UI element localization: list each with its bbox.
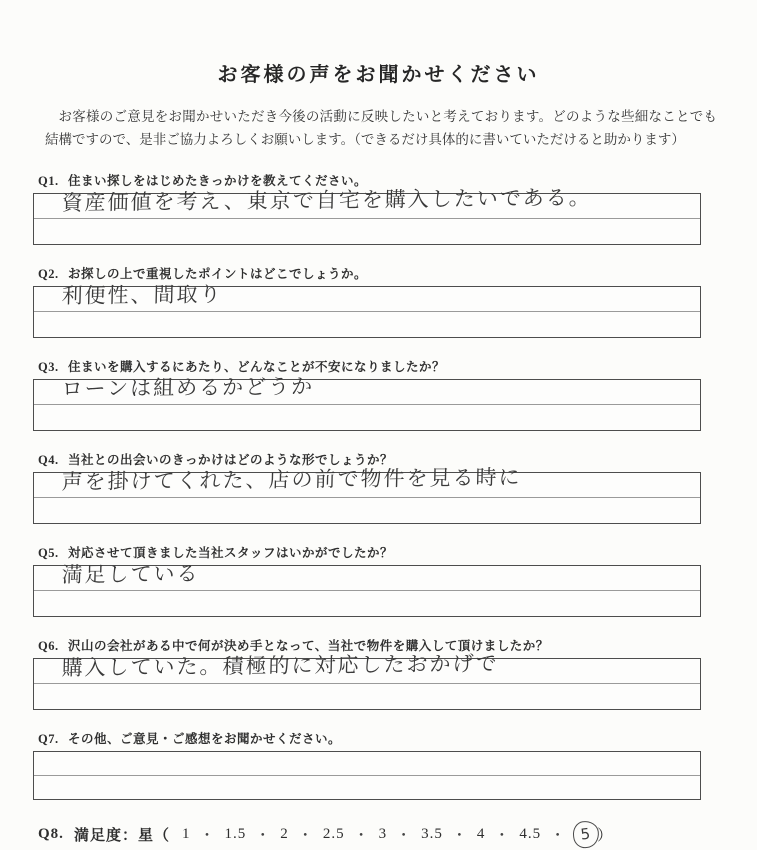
answer-line-1 <box>34 374 700 405</box>
answer-box <box>33 751 701 800</box>
question-number: Q5. <box>38 546 59 561</box>
handwritten-answer: 購入していた。積極的に対応したおかげで <box>61 651 499 681</box>
question-text: 住まい探しをはじめたきっかけを教えてください。 <box>68 174 368 189</box>
answer-box <box>33 651 701 710</box>
question-text: 当社との出会いのきっかけはどのような形でしょうか？ <box>68 453 394 468</box>
satisfaction-suffix: ） <box>597 828 614 845</box>
intro-paragraph: お客様のご意見をお聞かせいただき今後の活動に反映したいと考えております。どのような些細なことでも結構ですので、是非ご協力よろしくお願いします。（できるだけ具体的に書いていただけると助かります） <box>45 109 717 148</box>
question-number: Q7. <box>38 732 59 747</box>
question-block-q4 <box>33 452 701 524</box>
question-number: Q3. <box>38 360 59 375</box>
question-label <box>38 731 701 747</box>
question-text: 対応させて頂きました当社スタッフはいかがでしたか？ <box>68 546 394 561</box>
rating-option-1-5: 1.5 <box>224 826 247 843</box>
question-block-q3 <box>33 359 701 431</box>
answer-line-1 <box>34 185 700 219</box>
question-block-q6 <box>33 638 701 710</box>
dot-separator: ・ <box>396 828 413 845</box>
question-text: その他、ご意見・ご感想をお聞かせください。 <box>68 732 342 747</box>
satisfaction-scale-row <box>38 821 757 848</box>
answer-line-1 <box>34 651 700 684</box>
handwritten-answer: 声を掛けてくれた、店の前で物件を見る時に <box>61 465 522 495</box>
answer-box <box>33 465 701 524</box>
answer-line-2 <box>34 312 700 337</box>
satisfaction-prefix: 満足度：星（ <box>74 828 171 845</box>
rating-option-3-5: 3.5 <box>421 826 443 843</box>
question-block-q7 <box>33 731 701 800</box>
dot-separator: ・ <box>297 828 314 845</box>
question-number: Q2. <box>38 267 59 282</box>
answer-box <box>33 561 701 617</box>
dot-separator: ・ <box>255 828 272 845</box>
rating-option-4: 4 <box>476 826 486 843</box>
answer-line-2 <box>34 405 700 430</box>
question-text: 住まいを購入するにあたり、どんなことが不安になりましたか？ <box>68 360 446 375</box>
dot-separator: ・ <box>353 828 370 845</box>
dot-separator: ・ <box>451 828 468 845</box>
handwritten-circle-mark: 5 <box>572 820 601 850</box>
rating-option-4-5: 4.5 <box>519 826 542 843</box>
question-number: Q8. <box>38 826 64 843</box>
handwritten-answer: 満足している <box>61 561 200 588</box>
question-block-q1 <box>33 173 701 245</box>
answer-box <box>33 282 701 338</box>
question-text: お探しの上で重視したポイントはどこでしょうか。 <box>68 267 368 282</box>
answer-line-2 <box>34 591 700 616</box>
rating-option-2: 2 <box>280 826 289 843</box>
dot-separator: ・ <box>550 828 567 845</box>
dot-separator: ・ <box>494 828 511 845</box>
selected-rating-circle <box>573 821 599 848</box>
answer-line-1 <box>34 752 700 776</box>
answer-box <box>33 374 701 431</box>
dot-separator: ・ <box>199 828 216 845</box>
answer-line-1 <box>34 465 700 498</box>
handwritten-answer: 資産価値を考え、東京で自宅を購入したいである。 <box>61 185 593 216</box>
handwritten-answer: 利便性、間取り <box>61 282 223 309</box>
answer-line-2 <box>34 498 700 523</box>
question-block-q2 <box>33 266 701 338</box>
answer-box <box>33 185 701 245</box>
answer-line-2 <box>34 776 700 800</box>
rating-option-1: 1 <box>182 826 191 843</box>
page-title: お客様の声をお聞かせください <box>217 64 540 86</box>
question-text: 沢山の会社がある中で何が決め手となって、当社で物件を購入して頂けましたか？ <box>68 639 549 654</box>
question-number: Q6. <box>38 639 59 654</box>
answer-line-1 <box>34 282 700 312</box>
answer-line-1 <box>34 561 700 591</box>
handwritten-answer: ローンは組めるかどうか <box>61 374 315 402</box>
question-number: Q1. <box>38 174 59 189</box>
answer-line-2 <box>34 684 700 709</box>
answer-line-2 <box>34 219 700 244</box>
question-list <box>33 173 701 800</box>
question-number: Q4. <box>38 453 59 468</box>
rating-option-2-5: 2.5 <box>322 826 345 843</box>
question-block-q5 <box>33 545 701 617</box>
rating-option-3: 3 <box>378 826 388 843</box>
